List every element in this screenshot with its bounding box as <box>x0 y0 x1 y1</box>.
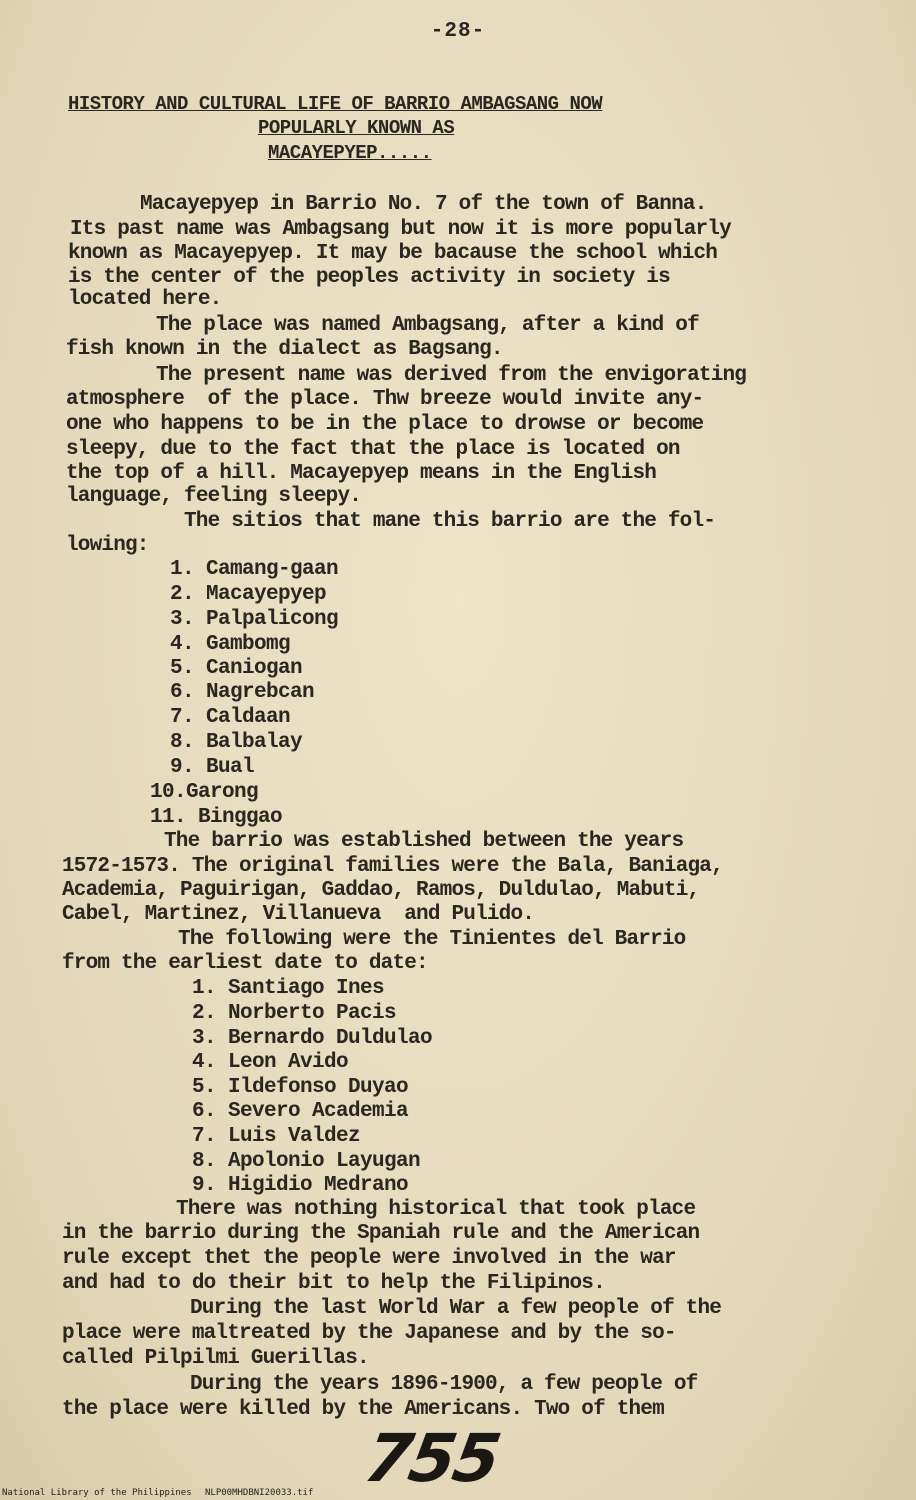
para7-line: There was nothing historical that took place <box>176 1198 696 1221</box>
para3-line: sleepy, due to the fact that the place is located on <box>66 438 680 461</box>
para2-line: fish known in the dialect as Bagsang. <box>66 338 503 361</box>
para7-line: rule except thet the people were involved in the war <box>62 1247 676 1270</box>
para2-line: The place was named Ambagsang, after a kind of <box>156 314 699 337</box>
title-line-2: POPULARLY KNOWN AS <box>258 117 455 139</box>
para9-line: During the years 1896-1900, a few people of <box>190 1373 698 1396</box>
para5-line: Academia, Paguirigan, Gaddao, Ramos, Duldulao, Mabuti, <box>62 879 700 902</box>
sitio-item: 5. Caniogan <box>170 657 303 680</box>
footer-filename: NLP00MHDBNI20033.tif <box>205 1488 314 1498</box>
teniente-item: 9. Higidio Medrano <box>192 1174 409 1197</box>
teniente-item: 8. Apolonio Layugan <box>192 1150 421 1173</box>
handwritten-page-number: 755 <box>359 1420 505 1497</box>
para1-line: Its past name was Ambagsang but now it is more popularly <box>70 218 731 241</box>
page-number: -28- <box>430 20 486 43</box>
sitio-item: 1. Camang-gaan <box>170 558 339 581</box>
sitio-item: 11. Binggao <box>150 806 283 829</box>
teniente-item: 5. Ildefonso Duyao <box>192 1076 409 1099</box>
para3-line: the top of a hill. Macayepyep means in the English <box>66 462 657 485</box>
para6-line: from the earliest date to date: <box>62 952 428 975</box>
para1-line: Macayepyep in Barrio No. 7 of the town of Banna. <box>140 193 707 216</box>
para1-line: located here. <box>68 288 222 311</box>
para3-line: The present name was derived from the envigorating <box>156 364 747 387</box>
teniente-item: 6. Severo Academia <box>192 1100 409 1123</box>
teniente-item: 3. Bernardo Duldulao <box>192 1027 433 1050</box>
para8-line: During the last World War a few people of the <box>190 1297 722 1320</box>
para7-line: in the barrio during the Spaniah rule and the American <box>62 1222 700 1245</box>
sitio-item: 8. Balbalay <box>170 731 303 754</box>
para6-line: The following were the Tinientes del Barrio <box>178 928 686 951</box>
footer-source: National Library of the Philippines <box>2 1488 192 1498</box>
para4-line: The sitios that mane this barrio are the fol- <box>184 510 716 533</box>
para5-line: The barrio was established between the years <box>164 830 684 853</box>
para8-line: called Pilpilmi Guerillas. <box>62 1347 369 1370</box>
para1-line: known as Macayepyep. It may be bacause the school which <box>68 242 718 265</box>
para9-line: the place were killed by the Americans. Two of them <box>62 1398 664 1421</box>
teniente-item: 2. Norberto Pacis <box>192 1002 397 1025</box>
para5-line: Cabel, Martinez, Villanueva and Pulido. <box>62 903 535 926</box>
teniente-item: 7. Luis Valdez <box>192 1125 361 1148</box>
para3-line: one who happens to be in the place to drowse or become <box>66 413 704 436</box>
para7-line: and had to do their bit to help the Filipinos. <box>62 1272 605 1295</box>
title-line-1: HISTORY AND CULTURAL LIFE OF BARRIO AMBAGSANG NOW <box>68 93 603 115</box>
title-line-3: MACAYEPYEP..... <box>268 142 432 164</box>
para8-line: place were maltreated by the Japanese and by the so- <box>62 1322 676 1345</box>
sitio-item: 7. Caldaan <box>170 706 291 729</box>
sitio-item: 9. Bual <box>170 756 255 779</box>
para3-line: language, feeling sleepy. <box>66 485 362 508</box>
sitio-item: 10.Garong <box>150 781 259 804</box>
sitio-item: 3. Palpalicong <box>170 608 339 631</box>
teniente-item: 1. Santiago Ines <box>192 977 385 1000</box>
para1-line: is the center of the peoples activity in society is <box>68 266 670 289</box>
sitio-item: 6. Nagrebcan <box>170 681 315 704</box>
teniente-item: 4. Leon Avido <box>192 1051 349 1074</box>
sitio-item: 4. Gambomg <box>170 633 291 656</box>
para5-line: 1572-1573. The original families were the Bala, Baniaga, <box>62 855 723 878</box>
sitio-item: 2. Macayepyep <box>170 583 327 606</box>
para4-line: lowing: <box>66 534 149 557</box>
para3-line: atmosphere of the place. Thw breeze would invite any- <box>66 388 704 411</box>
